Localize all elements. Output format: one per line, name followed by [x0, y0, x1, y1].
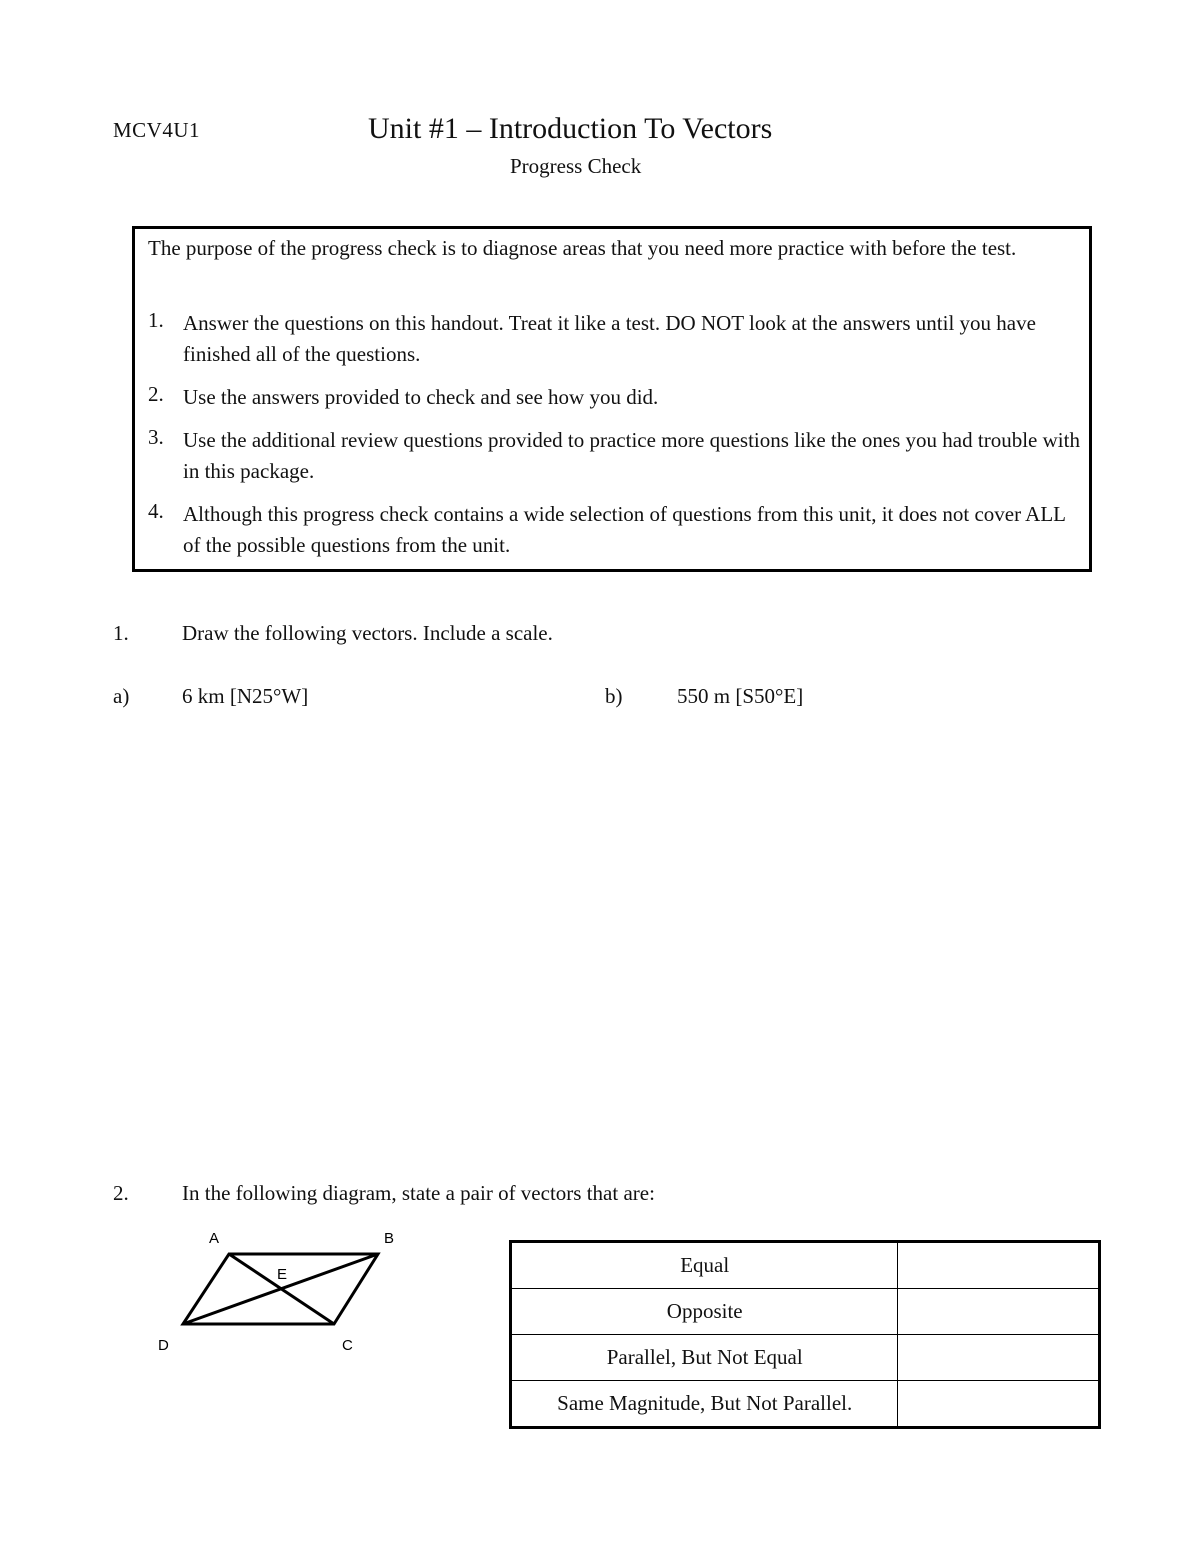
table-row: [511, 1242, 1100, 1289]
part-label: a): [113, 684, 130, 708]
instruction-text: Although this progress check contains a wide selection of questions from this unit, it does not cover ALL of the possible questions from the unit.: [183, 502, 1066, 557]
table-row-label: Same Magnitude, But Not Parallel.: [511, 1381, 898, 1428]
question-number: 1.: [113, 621, 129, 645]
part-text: 550 m [S50°E]: [677, 684, 804, 708]
answer-cell[interactable]: [898, 1335, 1100, 1381]
table-row-label: Opposite: [511, 1289, 898, 1335]
page-subtitle: Progress Check: [510, 154, 642, 178]
instruction-text: Use the answers provided to check and see how you did.: [183, 385, 659, 409]
question-text: In the following diagram, state a pair of vectors that are:: [182, 1181, 655, 1205]
question-number: 2.: [113, 1181, 129, 1205]
instruction-number: 2.: [148, 382, 164, 406]
part-text: 6 km [N25°W]: [182, 684, 309, 708]
parallelogram-diagram: [150, 1222, 410, 1362]
vertex-label-a: A: [209, 1230, 220, 1247]
answer-cell[interactable]: [898, 1242, 1100, 1289]
table-row-label: Parallel, But Not Equal: [511, 1335, 898, 1381]
vertex-label-d: D: [158, 1337, 169, 1354]
vertex-label-b: B: [384, 1230, 395, 1247]
diagonal-bd: [183, 1254, 378, 1324]
vertex-label-c: C: [342, 1337, 353, 1354]
part-label: b): [605, 684, 623, 708]
answer-cell[interactable]: [898, 1381, 1100, 1428]
instruction-number: 4.: [148, 499, 164, 523]
instruction-number: 1.: [148, 308, 164, 332]
table-row-label: Equal: [511, 1242, 898, 1289]
answer-cell[interactable]: [898, 1289, 1100, 1335]
course-code: MCV4U1: [113, 118, 201, 142]
instruction-text: Answer the questions on this handout. Treat it like a test. DO NOT look at the answers until you have finished all of the questions.: [183, 311, 1036, 366]
intersection-label-e: E: [277, 1266, 288, 1283]
answer-table: [509, 1240, 1101, 1429]
instructions-intro: The purpose of the progress check is to diagnose areas that you need more practice with before the test.: [148, 236, 1017, 260]
table-row: [511, 1335, 1100, 1381]
page-title: Unit #1 – Introduction To Vectors: [368, 112, 773, 145]
instruction-number: 3.: [148, 425, 164, 449]
table-row: [511, 1381, 1100, 1428]
instruction-text: Use the additional review questions provided to practice more questions like the ones you had trouble with in this package.: [183, 428, 1080, 483]
question-text: Draw the following vectors. Include a scale.: [182, 621, 553, 645]
table-row: [511, 1289, 1100, 1335]
